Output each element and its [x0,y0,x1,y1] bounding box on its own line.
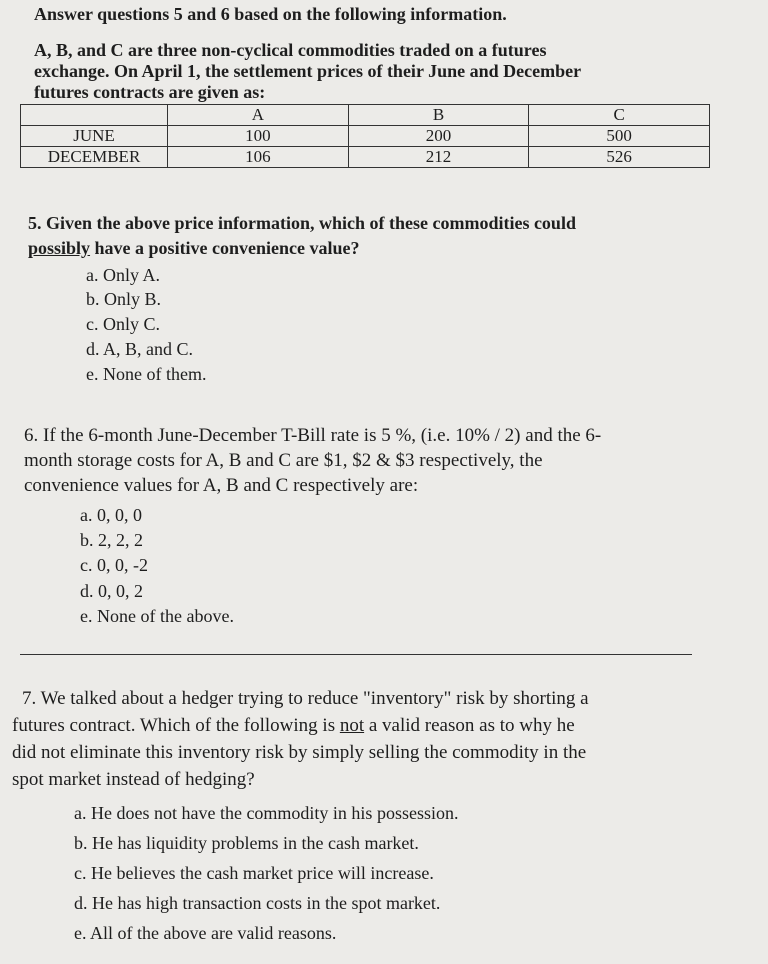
q7-option-d: d. He has high transaction costs in the spot market. [74,893,441,913]
table-row-december [21,147,710,168]
q7-line-2-post: a valid reason as to why he [364,715,575,736]
q7-line-2-pre: futures contract. Which of the following is [12,715,340,736]
q6-option-b: b. 2, 2, 2 [80,530,143,550]
row-label-december: DECEMBER [21,147,168,168]
cell-december-c: 526 [529,147,710,168]
price-table [20,104,710,168]
column-header-a: A [168,105,349,126]
q7-line-4: spot market instead of hedging? [12,769,255,790]
q5-option-a: a. Only A. [86,265,160,285]
q5-line-2-rest: have a positive convenience value? [90,238,360,258]
q7-underlined-word: not [339,715,365,736]
q6-option-a: a. 0, 0, 0 [80,505,142,525]
q6-line-3: convenience values for A, B and C respectively are: [24,475,419,496]
cell-june-a: 100 [168,126,349,147]
row-label-june: JUNE [21,126,168,147]
column-header-b: B [348,105,529,126]
intro-line-2: exchange. On April 1, the settlement prices of their June and December [34,61,582,81]
q5-underlined-word: possibly [28,238,91,258]
q6-line-2: month storage costs for A, B and C are $1, $2 & $3 respectively, the [24,450,543,471]
section-divider [20,654,692,655]
cell-june-c: 500 [529,126,710,147]
q7-option-a: a. He does not have the commodity in his possession. [74,803,459,823]
column-header-c: C [529,105,710,126]
cell-december-b: 212 [348,147,529,168]
q5-option-b: b. Only B. [86,289,162,309]
intro-line-3: futures contracts are given as: [34,82,266,102]
q6-option-d: d. 0, 0, 2 [80,581,143,601]
q7-option-b: b. He has liquidity problems in the cash market. [74,833,419,853]
q7-line-3: did not eliminate this inventory risk by simply selling the commodity in the [12,742,587,763]
intro-line-1: A, B, and C are three non-cyclical commodities traded on a futures [34,40,547,60]
q7-line-1: 7. We talked about a hedger trying to reduce "inventory" risk by shorting a [22,688,589,709]
q7-option-e: e. All of the above are valid reasons. [74,923,337,943]
cell-december-a: 106 [168,147,349,168]
q7-line-2 [12,714,575,738]
q6-option-c: c. 0, 0, -2 [80,555,148,575]
q5-option-e: e. None of them. [86,364,207,384]
q6-line-1: 6. If the 6-month June-December T-Bill rate is 5 %, (i.e. 10% / 2) and the 6- [24,425,602,446]
table-corner-cell [21,105,168,126]
q7-option-c: c. He believes the cash market price will increase. [74,863,434,883]
q6-option-e: e. None of the above. [80,606,234,626]
cell-june-b: 200 [348,126,529,147]
table-header-row [21,105,710,126]
q5-line-1: 5. Given the above price information, which of these commodities could [28,213,576,233]
q5-option-c: c. Only C. [86,314,160,334]
section-header: Answer questions 5 and 6 based on the following information. [34,4,507,24]
table-row-june [21,126,710,147]
q5-option-d: d. A, B, and C. [86,339,194,359]
q5-line-2 [28,238,360,259]
